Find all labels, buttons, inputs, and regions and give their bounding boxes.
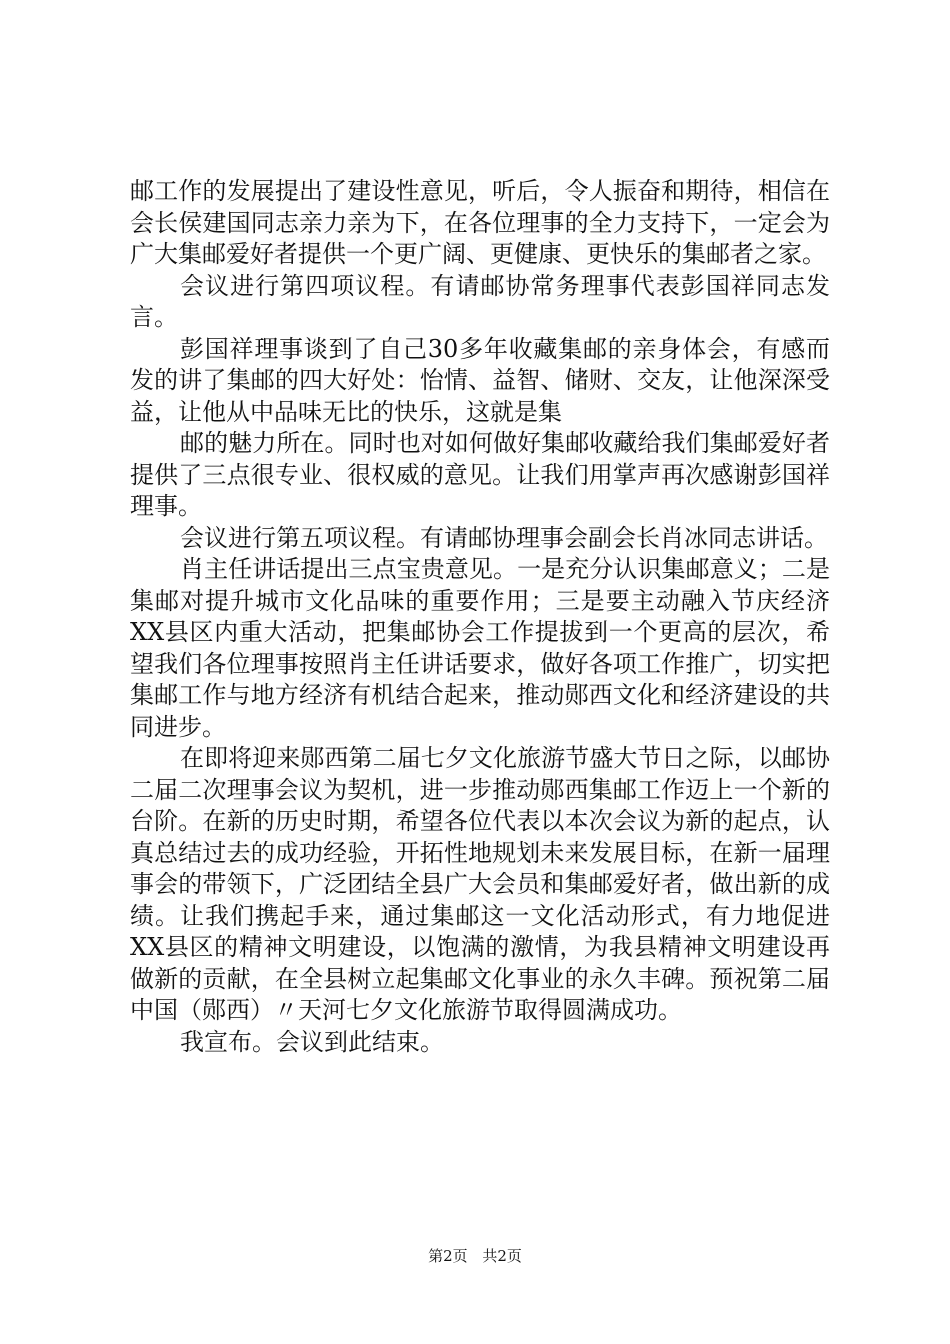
- page-total: 共2页: [482, 1247, 522, 1265]
- paragraph-6: 肖主任讲话提出三点宝贵意见。一是充分认识集邮意义；二是集邮对提升城市文化品味的重要作用；三是要主动融入节庆经济XX县区内重大活动，把集邮协会工作提拔到一个更高的层次，希望我们各位理事按照肖主任讲话要求，做好各项工作推广，切实把集邮工作与地方经济有机结合起来，推动郧西文化和经济建设的共同进步。: [130, 555, 830, 741]
- paragraph-5: 会议进行第五项议程。有请邮协理事会副会长肖冰同志讲话。: [180, 523, 828, 552]
- page-footer: [0, 1245, 950, 1266]
- paragraph-3: 彭国祥理事谈到了自己30多年收藏集邮的亲身体会，有感而发的讲了集邮的四大好处：怡情、益智、储财、交友，让他深深受益，让他从中品味无比的快乐，这就是集: [130, 334, 830, 426]
- paragraph-2: 会议进行第四项议程。有请邮协常务理事代表彭国祥同志发言。: [130, 271, 830, 331]
- paragraph-4: 邮的魅力所在。同时也对如何做好集邮收藏给我们集邮爱好者提供了三点很专业、很权威的意见。让我们用掌声再次感谢彭国祥理事。: [130, 429, 830, 520]
- paragraph-1: 邮工作的发展提出了建设性意见，听后，令人振奋和期待，相信在会长侯建国同志亲力亲为下，在各位理事的全力支持下，一定会为广大集邮爱好者提供一个更广阔、更健康、更快乐的集邮者之家。: [130, 177, 830, 268]
- paragraph-7: 在即将迎来郧西第二届七夕文化旅游节盛大节日之际，以邮协二届二次理事会议为契机，进一步推动郧西集邮工作迈上一个新的台阶。在新的历史时期，希望各位代表以本次会议为新的起点，认真总结过去的成功经验，开拓性地规划未来发展目标，在新一届理事会的带领下，广泛团结全县广大会员和集邮爱好者，做出新的成绩。让我们携起手来，通过集邮这一文化活动形式，有力地促进XX县区的精神文明建设，以饱满的激情，为我县精神文明建设再做新的贡献，在全县树立起集邮文化事业的永久丰碑。预祝第二届中国（郧西）〃天河七夕文化旅游节取得圆满成功。: [130, 744, 830, 1024]
- page-number: 第2页: [428, 1247, 468, 1265]
- document-body: [130, 176, 830, 1058]
- paragraph-8: 我宣布。会议到此结束。: [180, 1027, 444, 1056]
